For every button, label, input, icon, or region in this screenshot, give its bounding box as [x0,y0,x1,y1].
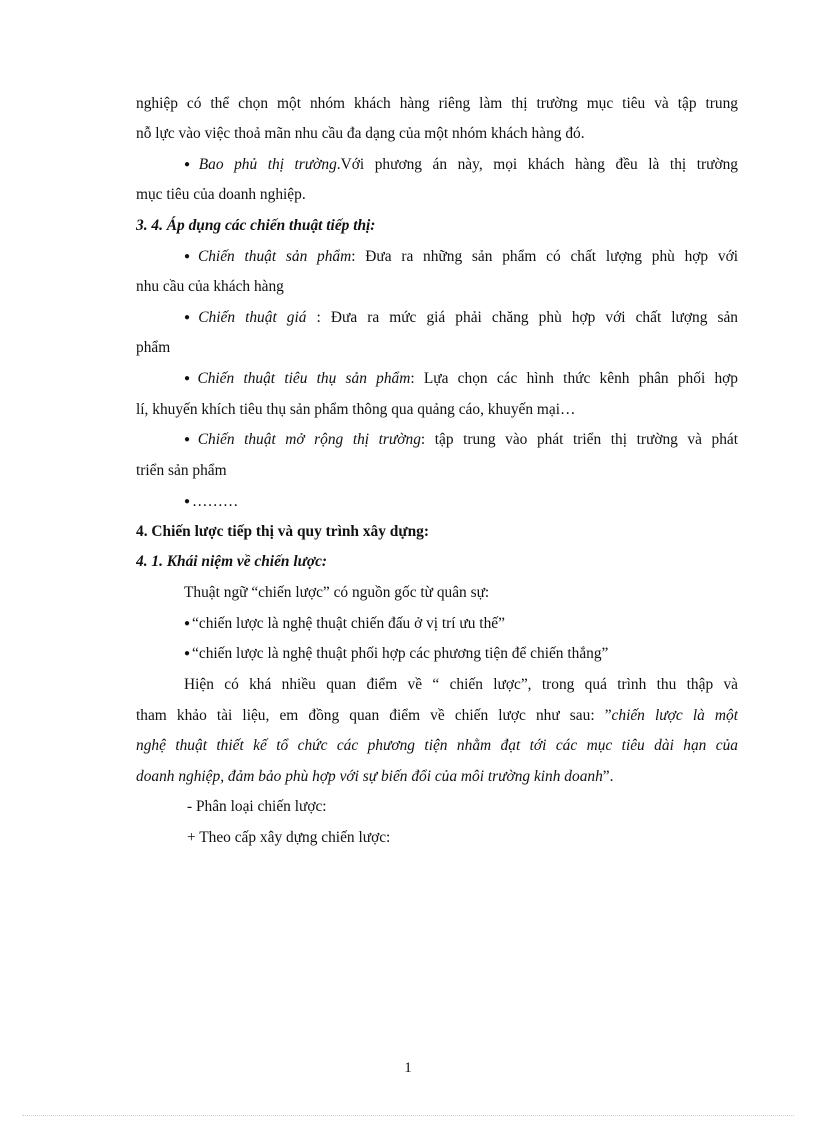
bullet-item-quote-1 [184,613,738,635]
bullet-item-market-coverage [184,154,738,176]
paragraph-line: Hiện có khá nhiều quan điểm về “ chiến lược”, trong quá trình thu thập và [184,676,738,693]
bullet-text: : tập trung vào phát triển thị trường và phát [420,431,738,448]
bullet-item-product-tactic [184,246,738,268]
bullet-text: “chiến lược là nghệ thuật phối hợp các phương tiện để chiến thắng” [192,645,609,662]
bullet-icon: ● [184,496,191,507]
bullet-icon: ● [184,251,196,262]
bullet-text: : Đưa ra mức giá phải chăng phù hợp với chất lượng sản [306,309,738,326]
paragraph-line: triển sản phẩm [136,462,227,479]
bullet-item-market-expansion-tactic [184,429,738,451]
term-italic: Chiến thuật giá [198,309,307,326]
paragraph-line: lí, khuyến khích tiêu thụ sản phẩm thông qua quảng cáo, khuyến mại… [136,401,576,418]
section-heading-4: 4. Chiến lược tiếp thị và quy trình xây dựng: [136,523,429,540]
definition-line [136,766,738,788]
text-segment: ”. [602,768,614,785]
bullet-text: : Đưa ra những sản phẩm có chất lượng phù hợp với [351,248,738,265]
definition-line: nghệ thuật thiết kế tổ chức các phương tiện nhằm đạt tới các mục tiêu dài hạn của [136,737,738,754]
bullet-item-distribution-tactic [184,368,738,390]
paragraph-line: mục tiêu của doanh nghiệp. [136,186,306,203]
bullet-icon: ● [184,312,197,323]
text-segment: tham khảo tài liệu, em đồng quan điểm về chiến lược như sau: ” [136,707,612,724]
bullet-icon: ● [184,618,191,629]
definition-italic: chiến lược là một [611,707,738,724]
page-divider [22,1115,794,1116]
paragraph-line: nhu cầu của khách hàng [136,278,284,295]
term-italic: Chiến thuật sản phẩm [197,248,352,265]
paragraph-line: nghiệp có thể chọn một nhóm khách hàng riêng làm thị trường mục tiêu và tập trung [136,95,738,112]
bullet-text: ……… [192,493,239,510]
paragraph-line: - Phân loại chiến lược: [187,798,327,815]
bullet-item-price-tactic [184,307,738,329]
section-heading-4-1: 4. 1. Khái niệm về chiến lược: [136,553,328,570]
bullet-item-quote-2 [184,643,738,665]
bullet-text: .Với phương án này, mọi khách hàng đều là thị trường [336,156,738,173]
bullet-icon: ● [184,159,197,170]
page-number: 1 [404,1060,412,1076]
paragraph-line: Thuật ngữ “chiến lược” có nguồn gốc từ quân sự: [184,584,490,601]
bullet-item-ellipsis [184,491,738,513]
paragraph-line: + Theo cấp xây dựng chiến lược: [187,829,391,846]
term-italic: Bao phủ thị trường [198,156,337,173]
bullet-icon: ● [184,648,191,659]
section-heading-3-4: 3. 4. Áp dụng các chiến thuật tiếp thị: [136,217,376,234]
definition-italic: doanh nghiệp, đảm bảo phù hợp với sự biến đổi của môi trường kinh doanh [136,768,603,785]
paragraph-line [136,705,738,727]
term-italic: Chiến thuật tiêu thụ sản phẩm [197,370,411,387]
paragraph-line: nỗ lực vào việc thoả mãn nhu cầu đa dạng của một nhóm khách hàng đó. [136,125,585,142]
bullet-text: “chiến lược là nghệ thuật chiến đấu ở vị trí ưu thế” [192,615,505,632]
bullet-icon: ● [184,373,196,384]
paragraph-line: phẩm [136,339,171,356]
bullet-icon: ● [184,434,196,445]
term-italic: Chiến thuật mở rộng thị trường [197,431,421,448]
bullet-text: : Lựa chọn các hình thức kênh phân phối hợp [410,370,738,387]
